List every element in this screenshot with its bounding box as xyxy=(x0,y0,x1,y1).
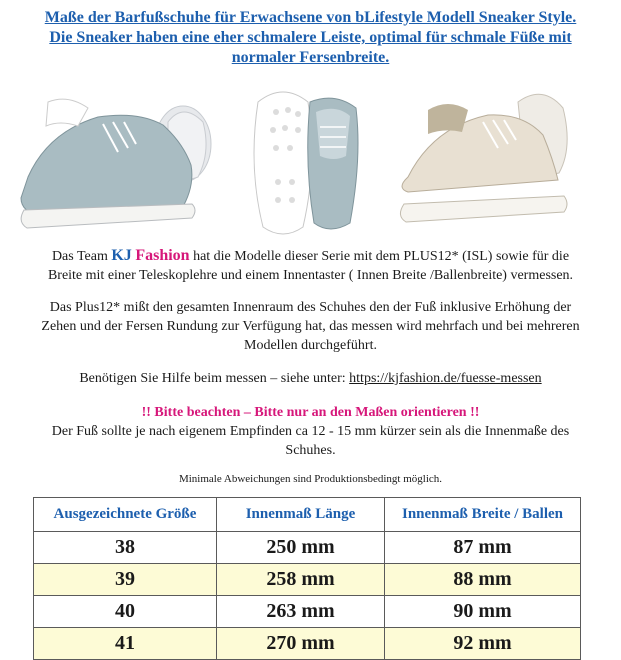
warning-line-1: Der Fuß sollte je nach eigenem Empfinden ca 12 - 15 mm kürzer sein als die Innenmaße des xyxy=(51,424,570,439)
plus12-paragraph xyxy=(0,298,621,355)
cell-length: 250 mm xyxy=(217,532,385,564)
table-row xyxy=(34,532,581,564)
shoe-photo-sole-top xyxy=(248,82,366,240)
cell-length: 270 mm xyxy=(217,628,385,660)
cell-width: 88 mm xyxy=(385,564,581,596)
cell-size: 38 xyxy=(34,532,217,564)
cell-size: 40 xyxy=(34,596,217,628)
plus-line-2: Zehen und der Fersen Rundung zur Verfügung hat, das messen wird mehrfach und bei mehreren xyxy=(41,319,580,334)
shoe-photo-blue-side xyxy=(8,82,213,240)
cell-length: 263 mm xyxy=(217,596,385,628)
cell-size: 39 xyxy=(34,564,217,596)
intro-prefix: Das Team xyxy=(51,249,112,264)
title-line-3: normaler Fersenbreite. xyxy=(231,49,390,66)
brand-fashion: Fashion xyxy=(135,247,190,264)
warning-line-2: Schuhes. xyxy=(285,443,336,458)
cell-width: 90 mm xyxy=(385,596,581,628)
size-table xyxy=(33,497,581,660)
table-row xyxy=(34,564,581,596)
brand-kj: KJ xyxy=(111,247,132,264)
header-width: Innenmaß Breite / Ballen xyxy=(385,498,581,532)
header-size: Ausgezeichnete Größe xyxy=(34,498,217,532)
page-title xyxy=(0,8,621,68)
intro-suffix: hat die Modelle dieser Serie mit dem PLUS12* (ISL) sowie für die xyxy=(189,249,570,264)
measure-help-link[interactable]: https://kjfashion.de/fuesse-messen xyxy=(349,371,542,386)
intro-line-2: Breite mit einer Teleskoplehre und einem Innentaster ( Innen Breite /Ballenbreite) vermessen. xyxy=(47,268,574,283)
warning-paragraph xyxy=(0,403,621,460)
tolerance-note-text: Minimale Abweichungen sind Produktionsbedingt möglich. xyxy=(178,473,443,485)
shoe-photo-cream-side xyxy=(398,82,588,240)
table-header-row xyxy=(34,498,581,532)
title-line-2: Die Sneaker haben eine eher schmalere Leiste, optimal für schmale Füße mit xyxy=(49,29,572,46)
help-text: Benötigen Sie Hilfe beim messen – siehe unter: xyxy=(79,371,350,386)
header-length: Innenmaß Länge xyxy=(217,498,385,532)
cell-size: 41 xyxy=(34,628,217,660)
plus-line-3: Modellen durchgeführt. xyxy=(244,338,377,353)
table-row xyxy=(34,628,581,660)
table-row xyxy=(34,596,581,628)
plus-line-1: Das Plus12* mißt den gesamten Innenraum des Schuhes den der Fuß inklusive Erhöhung der xyxy=(49,300,572,315)
cell-width: 87 mm xyxy=(385,532,581,564)
cell-length: 258 mm xyxy=(217,564,385,596)
intro-paragraph xyxy=(0,246,621,285)
tolerance-note xyxy=(0,470,621,489)
cell-width: 92 mm xyxy=(385,628,581,660)
help-paragraph xyxy=(0,369,621,388)
warning-headline: !! Bitte beachten – Bitte nur an den Maßen orientieren !! xyxy=(141,405,480,420)
title-line-1: Maße der Barfußschuhe für Erwachsene von bLifestyle Modell Sneaker Style. xyxy=(44,9,577,26)
